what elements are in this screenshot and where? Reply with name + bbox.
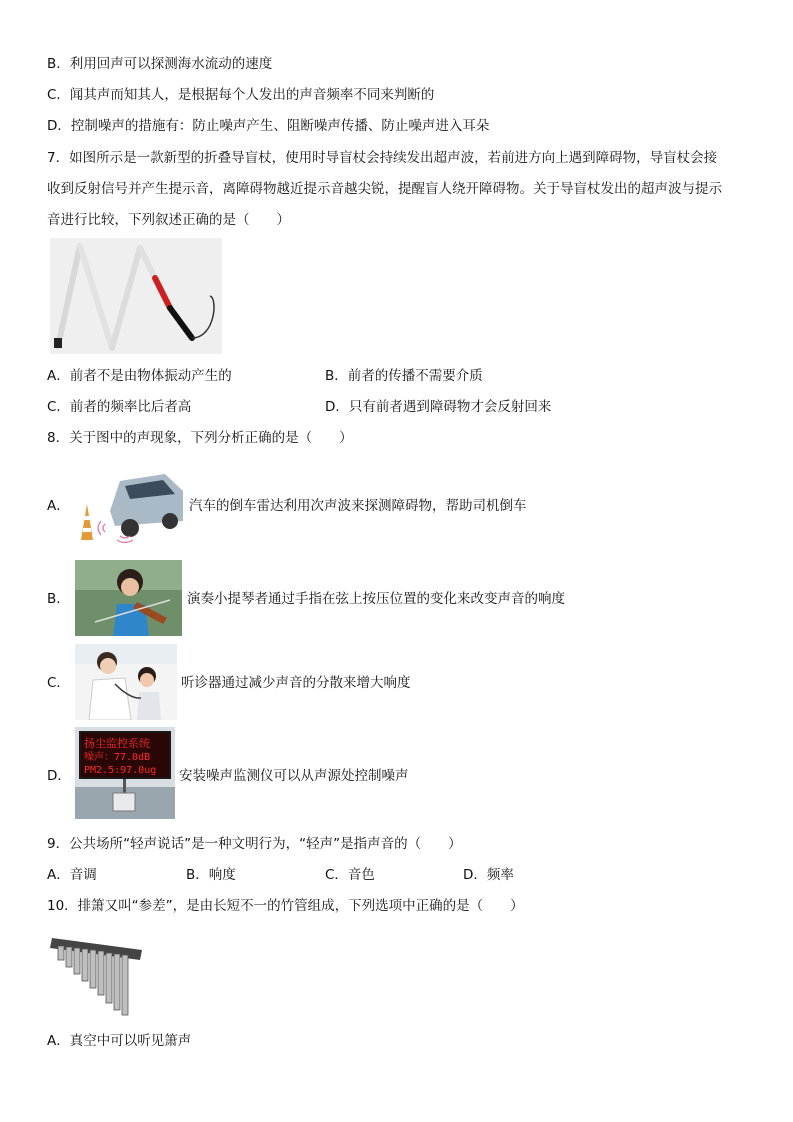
q7-option-b: B．前者的传播不需要介质 [325,368,483,384]
q10-stem: 10．排箫又叫“参差”，是由长短不一的竹管组成，下列选项中正确的是（ ） [47,898,524,914]
q9-option-c: C．音色 [325,867,375,883]
monitor-line-1: 扬尘监控系统 [84,737,150,750]
q7-option-c: C．前者的频率比后者高 [47,399,192,415]
violin-girl-image [75,560,182,636]
q8-option-d-label: D． [47,768,71,784]
panpipe-image [50,926,146,1018]
q10-option-a: A．真空中可以听见箫声 [47,1033,192,1049]
q8-option-b-label: B． [47,591,70,607]
stethoscope-image [75,644,177,720]
noise-monitor-image [75,727,175,819]
monitor-line-2: 噪声：77.0dB [84,752,151,763]
q8-option-d-text: 安装噪声监测仪可以从声源处控制噪声 [179,768,409,784]
q8-option-a-text: 汽车的倒车雷达利用次声波来探测障碍物，帮助司机倒车 [189,498,527,514]
q9-option-a: A．音调 [47,867,97,883]
option-b-prev: B．利用回声可以探测海水流动的速度 [47,56,273,72]
folding-cane-image [50,238,222,354]
q9-stem: 9．公共场所“轻声说话”是一种文明行为，“轻声”是指声音的（ ） [47,836,462,852]
q7-stem-line1: 7．如图所示是一款新型的折叠导盲杖，使用时导盲杖会持续发出超声波，若前进方向上遇到障碍物，导盲杖会接 [47,150,718,166]
q8-option-c-text: 听诊器通过减少声音的分散来增大响度 [181,675,411,691]
q8-option-a-label: A． [47,498,70,514]
q8-option-c-label: C． [47,675,70,691]
q9-option-b: B．响度 [186,867,236,883]
q7-option-d: D．只有前者遇到障碍物才会反射回来 [325,399,552,415]
q7-stem-line2: 收到反射信号并产生提示音，离障碍物越近提示音越尖锐，提醒盲人绕开障碍物。关于导盲杖发出的超声波与提示 [47,181,722,197]
car-radar-image [75,466,187,544]
q7-stem-line3: 音进行比较，下列叙述正确的是（ ） [47,212,290,228]
option-c-prev: C．闻其声而知其人，是根据每个人发出的声音频率不同来判断的 [47,87,435,103]
q8-option-b-text: 演奏小提琴者通过手指在弦上按压位置的变化来改变声音的响度 [187,591,565,607]
q7-option-a: A．前者不是由物体振动产生的 [47,368,232,384]
option-d-prev: D．控制噪声的措施有：防止噪声产生、阻断噪声传播、防止噪声进入耳朵 [47,118,490,134]
q9-option-d: D．频率 [463,867,514,883]
q8-stem: 8．关于图中的声现象，下列分析正确的是（ ） [47,430,353,446]
monitor-line-3: PM2.5:97.0ug [84,765,157,776]
